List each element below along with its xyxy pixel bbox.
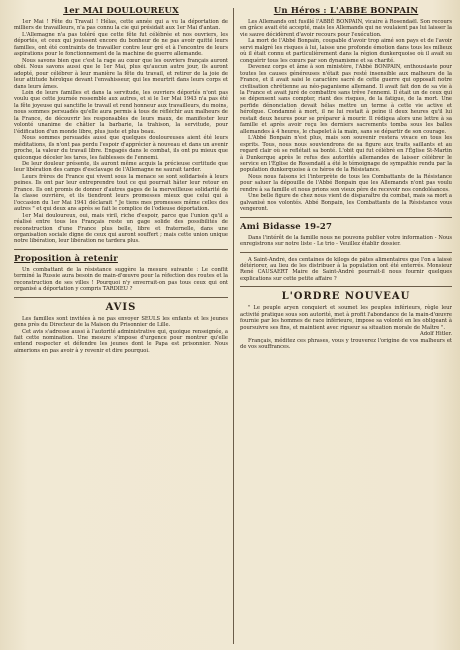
right-column (240, 6, 452, 350)
section-divider (240, 286, 452, 287)
article-title: AVIS (105, 301, 137, 313)
article-avis (14, 302, 228, 355)
left-column (14, 6, 228, 354)
quote-signature: Adolf Hitler. (420, 331, 452, 338)
paragraph: Cet avis s'adresse aussi à l'autorité administrative qui, quoique renseignée, a fait cette nomination. Une mesure s'impose d'urgence pour montrer qu'elle entend respecter et défendre les jeunes dont le Papa est prisonnier. Nous aimerions en pas avoir à y revenir et dire pourquoi. (14, 328, 228, 354)
paragraph: Loin de leurs familles et dans la servitude, les ouvriers déportés n'ont pas voulu que cette journée ressemble aux autres, et si le 1er Mai 1943 n'a pas été la fête joyeuse qui sanctifie le travail et rend honneur aux travailleurs, du moins, nous sommes persuadés qu'elle aura permis à tous de réfléchir aux malheurs de la France, de découvrir les responsables de leurs maux, de manifester leur volonté unanime de châtier la barbarie, la trahison, la servitude, pour l'édification d'un monde libre, plus juste et plus beau. (14, 89, 228, 135)
section-divider (14, 249, 228, 250)
paragraph: Les Allemands ont fusillé l'ABBÉ BONPAIN, vicaire à Rosendaël. Son recours en grâce avait été accepté, mais les Allemands qui ne voulaient pas lui laisser la vie sauve décidèrent d'avoir recours pour l'exécution. (240, 19, 452, 38)
section-divider (240, 217, 452, 218)
paragraph: 1er Mai douloureux, oui, mais viril, riche d'espoir, parce que l'union qu'il a réalisé entre tous les Français reste un gage solide des possibilités de reconstruction d'une France plus belle, libre et fraternelle, dans une organisation sociale digne de ceux qui auront souffert ; mais cette union unique notre libération, leur libération ne tardera plus. (14, 212, 228, 245)
article-saint-andre (240, 257, 452, 283)
article-title: 1er MAI DOULOUREUX (63, 6, 179, 16)
column-divider (233, 8, 234, 644)
article-ordre-nouveau (240, 291, 452, 350)
paragraph: Nous sommes persuadés aussi que quelques douloureuses aient été leurs méditations, ils n'ont pas perdu l'espoir d'apprécier à nouveau et dans un avenir proche, la valeur du travail libre. Engagés dans le combat, ils ont pu mieux que quiconque déceler les tares, les faiblesses de l'ennemi. (14, 135, 228, 161)
paragraph: De leur douleur présente, ils auront même acquis la précieuse certitude que leur libération des camps d'esclavage de l'Allemagne ne saurait tarder. (14, 160, 228, 174)
paragraph: Une belle figure de chez nous vient de disparaître du combat, mais sa mort a galvanisé nos volontés. Abbé Bonpain, les Combattants de la Résistance vous vengeront. (240, 193, 452, 213)
paragraph: L'Abbé Bonpain n'est plus, mais son souvenir restera vivace en tous les esprits. Tous, nous nous souviendrons de sa figure aux traits saillants et au regard clair où se reflétait sa bonté. L'obit qui fut célébré en l'Église St-Martin à Dunkerque après le refus des autorités allemandes de laisser célébrer le service en l'Église de Rosendaël a été le témoignage de sympathie rendu par la population dunkerquoise à ce héros de la Résistance. (240, 135, 452, 174)
paragraph: Nous savons bien que c'est la rage au cœur que les ouvriers français auront obéi. Nous savons aussi que le 1er Mai, plus qu'aucun autre jour, ils auront adopté, pour célébrer à leur manière la fête du travail, et retirer de la joie de leur attitude héroïque devant l'envahisseur, qui les meurtrit dans leurs corps et dans leurs âmes. (14, 57, 228, 90)
paragraph: Un combattant de la résistance suggère la mesure suivante : Le conflit terminé la Russie aura besoin de main-d'œuvre pour la réfection des routes et la reconstruction de ses villes ! Pourquoi n'y enverrait-on pas tous ceux qui ont organisé a déportation y compris TARDIEU ? (14, 266, 228, 293)
article-ami-bidasse (240, 222, 452, 248)
section-divider (14, 297, 228, 298)
paragraph: Devenez corps et âme à son ministère, l'Abbé BONPAIN, enthousiaste pour toutes les causes généreuses n'était pas resté insensible aux malheurs de la France, et il avait saisi le caractère sacré de cette guerre qui opposait notre civilisation chrétienne au néo-paganisme allemand. Il avait fait don de sa vie à la France et avait juré de combattre sans trêve l'ennemi. Il était un de ceux qui se dépensent sans compter, riant des risques, de la fatigue, de la mort. Une perfide dénonciation devait hélas mettre un terme à cette vie active et héroïque. Condamné à mort, il ne lui restait à peine il deux heures qu'il lui restait deux heures pour se préparer à mourir. Il rédigea alors une lettre à sa famille et après avoir reçu les derniers sacrements tomba sous les balles allemandes à 4 heures, le chapelet à la main, sans se départir de son courage. (240, 64, 452, 135)
paragraph: A Saint-André, des centaines de kilogs de pâtes alimentaires que l'on a laissé détériorer, au lieu de les distribuer à la population ont été enterrés. Monsieur René CAUSAERT Maire de Saint-André pourrait-il nous fournir quelques explications sur cette petite affaire ? (240, 256, 452, 282)
paragraph: Nous nous faisons ici l'interprète de tous les Combattants de la Résistance pour saluer la dépouille de l'Abbé Bonpain que les Allemands n'ont pas voulu rendre à sa famille et nous prions son vieux père de recevoir nos condoléances. (240, 173, 452, 193)
article-title: Un Héros : L'ABBÉ BONPAIN (273, 6, 419, 16)
quote-paragraph: " Le peuple aryen conquiert et soumet les peuples inférieurs, règle leur activité pratique sous son autorité, met à profit l'abondance de la main-d'œuvre fournie par les hommes de race inférieure, impose sa volonté en les obligeant à poursuivre ses fins, et maintient avec rigueur sa situation morale de Maître ". (240, 305, 452, 331)
section-divider (240, 252, 452, 253)
article-premier-mai (14, 6, 228, 245)
article-title: Proposition à retenir (14, 253, 118, 264)
article-title: Ami Bidasse 19-27 (240, 221, 333, 232)
article-title: L'ORDRE NOUVEAU (281, 291, 411, 303)
paragraph: Dans l'intérêt de la famille nous ne pouvons publier votre information - Nous enregistrons sur notre liste - Le trio - Veuillez établir dossier. (240, 234, 452, 248)
paragraph: La mort de l'Abbé Bonpain, coupable d'avoir trop aimé son pays et de l'avoir servi malgré les risques à lui, laisse une profonde émotion dans tous les milieux où il était connu et particulièrement dans la région dunkerquoise où il avait su conquérir tous les cœurs par son dynamisme et sa charité. (240, 38, 452, 64)
paragraph: Leurs frères de France qui vivent sous la menace se sont solidarisés à leurs peines. Ils ont par leur entreprendre tout ce qui pourrait hâter leur retour en France. Ils ont promis de donner d'autres gages de la merveilleuse solidarité de la classe ouvrière, et ils tiendront leurs promesses mieux que celui qui à l'occasion du 1er Mai 1941 déclarait " Je tiens mes promesses même celles des autres " et qui deux ans après se fait le complice de l'odieuse déportation. (14, 173, 228, 213)
article-abbe-bonpain (240, 6, 452, 213)
article-proposition (14, 254, 228, 293)
paragraph: Les familles sont invitées à ne pas envoyer SEULS les enfants et les jeunes gens près du Directeur de la Maison du Prisonnier de Lille. (14, 315, 228, 329)
paragraph: 1er Mai ! Fête du Travail ! Hélas, cette année qui a vu la déportation de milliers de travailleurs, n'a pas connu la cie qui présidait aux 1er Mai d'antan. (14, 19, 228, 32)
paragraph: L'Allemagne n'a pas toléré que cette fête fut célébrée et nos ouvriers, les déportés, et ceux qui jouissent encore du bonheur de ne pas avoir quitté leurs familles, ont été contraints de travailler contre leur gré et à l'encontre de leurs aspirations pour le fonctionnement de la machine de guerre allemande. (14, 31, 228, 58)
closing-paragraph: Français, méditez ces phrases, vous y trouverez l'origine de vos malheurs et de vos souffrances. (240, 337, 452, 351)
